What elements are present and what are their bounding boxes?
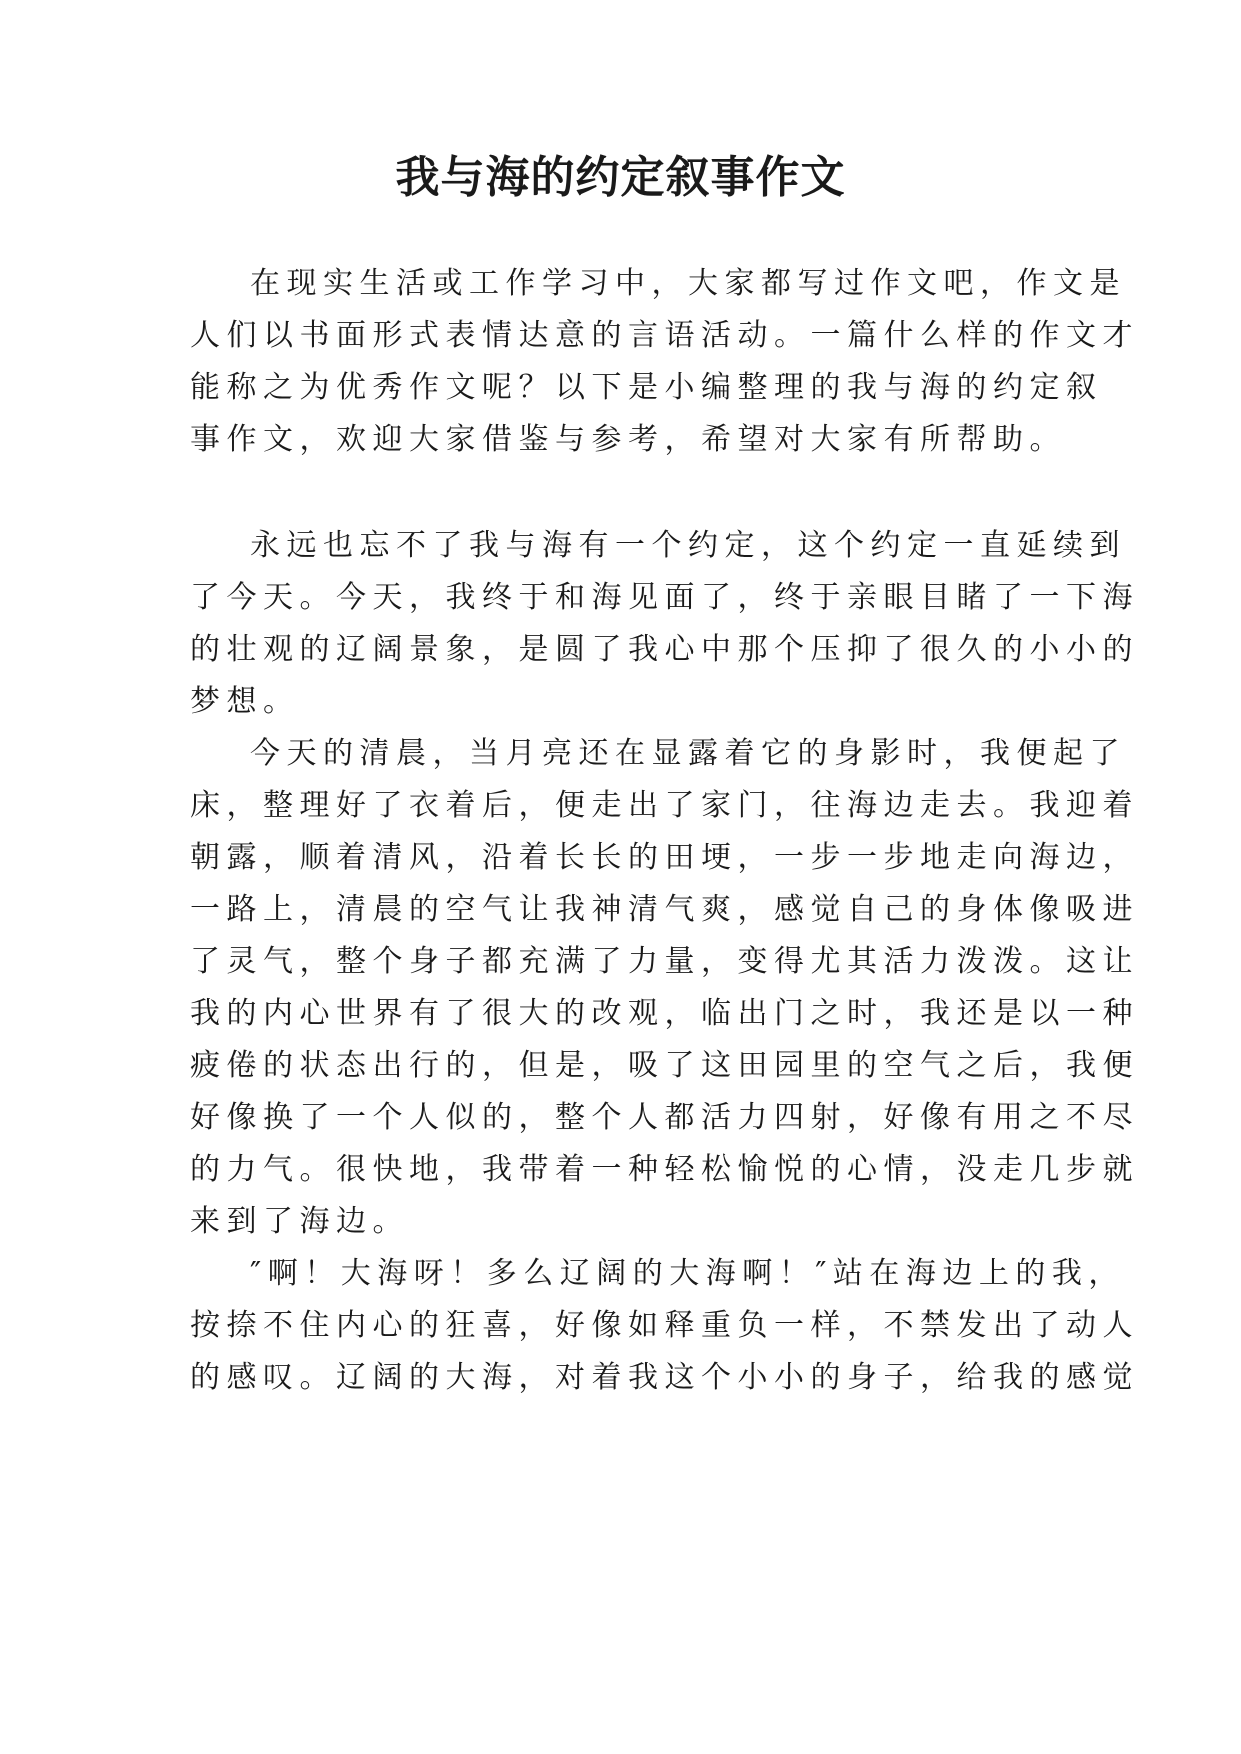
paragraph-line: 今天的清晨，当月亮还在显露着它的身影时，我便起了 <box>250 736 1126 771</box>
page-title: 我与海的约定叙事作文 <box>395 152 846 203</box>
paragraph-line: 我的内心世界有了很大的改观，临出门之时，我还是以一种 <box>190 996 1139 1031</box>
paragraph-line: 来到了海边。 <box>190 1204 409 1239</box>
paragraph-line: 的感叹。辽阔的大海，对着我这个小小的身子，给我的感觉 <box>190 1360 1139 1395</box>
paragraph-line: 事作文，欢迎大家借鉴与参考，希望对大家有所帮助。 <box>190 422 1066 457</box>
paragraph-line: 梦想。 <box>190 684 300 719</box>
paragraph-line: 的力气。很快地，我带着一种轻松愉悦的心情，没走几步就 <box>190 1152 1139 1187</box>
paragraph-line: ″啊！大海呀！多么辽阔的大海啊！″站在海边上的我， <box>250 1256 1125 1291</box>
paragraph-line: 永远也忘不了我与海有一个约定，这个约定一直延续到 <box>250 528 1126 563</box>
paragraph-line: 人们以书面形式表情达意的言语活动。一篇什么样的作文才 <box>190 318 1139 353</box>
paragraph-line: 的壮观的辽阔景象，是圆了我心中那个压抑了很久的小小的 <box>190 632 1139 667</box>
paragraph-line: 按捺不住内心的狂喜，好像如释重负一样，不禁发出了动人 <box>190 1308 1139 1343</box>
paragraph-line: 在现实生活或工作学习中，大家都写过作文吧，作文是 <box>250 266 1126 301</box>
paragraph-line: 朝露，顺着清风，沿着长长的田埂，一步一步地走向海边， <box>190 840 1139 875</box>
paragraph-line: 一路上，清晨的空气让我神清气爽，感觉自己的身体像吸进 <box>190 892 1139 927</box>
paragraph-line: 床，整理好了衣着后，便走出了家门，往海边走去。我迎着 <box>190 788 1139 823</box>
paragraph-line: 疲倦的状态出行的，但是，吸了这田园里的空气之后，我便 <box>190 1048 1139 1083</box>
paragraph-line: 能称之为优秀作文呢？以下是小编整理的我与海的约定叙 <box>190 370 1103 405</box>
paragraph-line: 了灵气，整个身子都充满了力量，变得尤其活力泼泼。这让 <box>190 944 1139 979</box>
paragraph-line: 了今天。今天，我终于和海见面了，终于亲眼目睹了一下海 <box>190 580 1139 615</box>
paragraph-line: 好像换了一个人似的，整个人都活力四射，好像有用之不尽 <box>190 1100 1139 1135</box>
